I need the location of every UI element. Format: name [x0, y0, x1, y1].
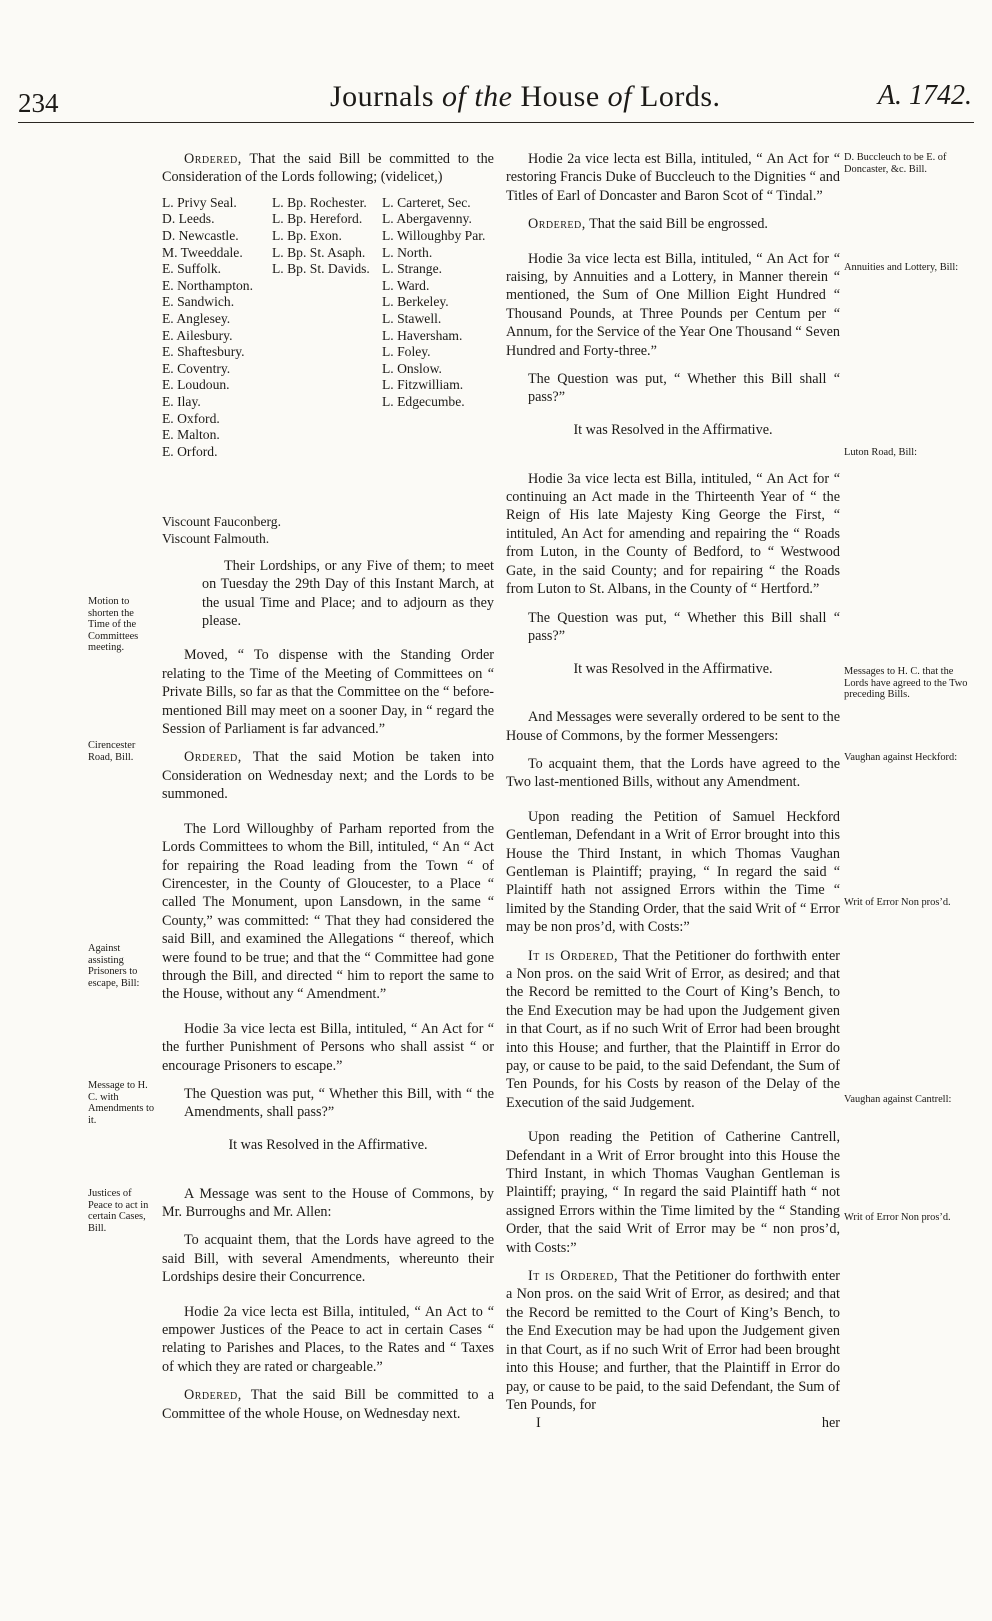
- lord-name: L. Fitzwilliam.: [382, 377, 464, 393]
- margin-note-annuities: Annuities and Lottery, Bill:: [844, 262, 959, 273]
- ordered-text: That the said Bill be engrossed.: [589, 216, 768, 233]
- page-number: 234: [18, 88, 59, 118]
- ordered-word: Ordered,: [528, 216, 586, 233]
- quorum-text: Their Lordships, or any Five of them; to meet on Tuesday the 29th Day of this Instant March, at the usual Time and Place; and to adjourn as they please.: [202, 557, 494, 630]
- lord-name: E. Anglesey.: [162, 310, 231, 326]
- margin-note-motion: Motion to shorten the Time of the Committees meeting.: [88, 596, 139, 654]
- running-title-lords: Lords.: [640, 80, 721, 113]
- lord-name: E. Ilay.: [162, 393, 201, 409]
- lord-name: L. North.: [382, 244, 433, 260]
- prisoners-bill: Hodie 3a vice lecta est Billa, intituled, “ An Act for “ the further Punishment of Persons who shall assist “ or encourage Prisoners to escape.”: [162, 1020, 494, 1074]
- page-footer: [506, 1414, 840, 1432]
- lord-name: L. Carteret, Sec.: [382, 194, 471, 210]
- lord-name: E. Sandwich.: [162, 294, 235, 310]
- margin-note-buccleuch: D. Buccleuch to be E. of Doncaster, &c. Bill.: [844, 152, 947, 175]
- lord-name: D. Leeds.: [162, 211, 215, 227]
- lord-name: E. Coventry.: [162, 360, 231, 376]
- lords-column-temporal: [162, 195, 253, 461]
- running-title: [330, 80, 721, 114]
- lord-name: L. Edgecumbe.: [382, 393, 465, 409]
- heckford-petition: Upon reading the Petition of Samuel Heckford Gentleman, Defendant in a Writ of Error brought into this House the Third Instant, in which Thomas Vaughan Gentleman is Plaintiff; praying, “ In regard the said “ Plaintiff hath not assigned Errors within the Time “ limited by the Standing Order, that the said Writ of “ Error may be non pros’d, with Costs:”: [506, 808, 840, 936]
- resolved-text: It was Resolved in the Affirmative.: [228, 1136, 428, 1153]
- lord-name: L. Haversham.: [382, 327, 463, 343]
- lord-name: E. Shaftesbury.: [162, 344, 245, 360]
- right-column: [506, 150, 840, 1432]
- margin-note-cantrell: Vaughan against Cantrell:: [844, 1094, 952, 1105]
- motion-text: Moved, “ To dispense with the Standing Order relating to the Time of the Meeting of Committees on “ Private Bills, so far as that the Committee on the “ before-mentioned Bill may meet on a sooner Day, in “ regard the Session of Parliament is far advanced.”: [162, 647, 494, 738]
- ordered-word: It is Ordered,: [528, 947, 618, 964]
- resolved-text: It was Resolved in the Affirmative.: [573, 422, 773, 439]
- justices-order: [162, 1386, 494, 1423]
- annuities-question: The Question was put, “ Whether this Bill shall “ pass?”: [528, 371, 840, 406]
- luton-question: The Question was put, “ Whether this Bill shall “ pass?”: [528, 609, 840, 644]
- lord-name: L. Onslow.: [382, 360, 442, 376]
- lord-name: L. Privy Seal.: [162, 194, 237, 210]
- buccleuch-bill: Hodie 2a vice lecta est Billa, intituled, “ An Act for “ restoring Francis Duke of Buccleuch to the Dignities “ and Titles of Earl of Doncaster and Baron Scot of “ Tindal.”: [506, 151, 840, 204]
- justices-bill: Hodie 2a vice lecta est Billa, intituled, “ An Act to “ empower Justices of the Peace to act in certain Cases “ relating to Parishes and Places, to the Rates and “ Taxes of which they are rated or chargeable.”: [162, 1303, 494, 1375]
- margin-note-justices: Justices of Peace to act in certain Cases, Bill.: [88, 1188, 149, 1234]
- lord-name: E. Loudoun.: [162, 377, 230, 393]
- viscounts-list: [162, 513, 281, 547]
- running-title-of-the: of the: [442, 80, 513, 113]
- lord-name: E. Northampton.: [162, 277, 253, 293]
- margin-note-cirencester: Cirencester Road, Bill.: [88, 740, 136, 763]
- messages-acquaint: To acquaint them, that the Lords have agreed to the Two last-mentioned Bills, without any Amendment.: [506, 755, 840, 791]
- lord-name: M. Tweeddale.: [162, 244, 243, 260]
- margin-note-messages: Messages to H. C. that the Lords have agreed to the Two preceding Bills.: [844, 666, 968, 701]
- message-acquaint: To acquaint them, that the Lords have agreed to the said Bill, with several Amendments, whereunto their Lordships desire their Concurrence.: [162, 1232, 494, 1286]
- lords-column-bishops: [272, 195, 370, 278]
- ordered-word: It is Ordered,: [528, 1268, 618, 1285]
- lord-name: L. Strange.: [382, 261, 443, 277]
- ordered-text: That the Petitioner do forthwith enter a Non pros. on the said Writ of Error, as desired; and that the Record be remitted to the Court of King’s Bench, to the End Execution may be had upon the Judgement given in that Court, as if no such Writ of Error had been brought into this House; and further, that the Plaintiff in Error do pay, or cause to be paid, to the said Defendant, the Sum of Ten Pounds, for: [506, 1268, 840, 1413]
- running-title-of: of: [607, 80, 632, 113]
- lord-name: L. Willoughby Par.: [382, 228, 486, 243]
- lord-name: E. Malton.: [162, 427, 220, 443]
- bishop-name: L. Bp. Hereford.: [272, 211, 363, 227]
- lords-list: [162, 195, 494, 557]
- ordered-word: Ordered,: [184, 151, 242, 167]
- ordered-text: That the Petitioner do forthwith enter a Non pros. on the said Writ of Error, as desired; and that the Record be remitted to the Court of King’s Bench, to the End Execution may be had upon the Judgement given in that Court, as if no such Writ of Error had been brought into this House; and further, that the Plaintiff in Error do pay, or cause to be paid, to the said Defendant, the Sum of Ten Pounds, for his Costs by reason of the Delay of the Execution of the said Judgement.: [506, 947, 840, 1111]
- margin-note-message: Message to H. C. with Amendments to it.: [88, 1080, 155, 1126]
- lord-name: L. Berkeley.: [382, 294, 449, 310]
- lord-name: D. Newcastle.: [162, 228, 239, 243]
- annuities-bill: Hodie 3a vice lecta est Billa, intituled, “ An Act for “ raising, by Annuities and a Lottery, in Manner therein “ mentioned, the Sum of One Million Eight Hundred “ Thousand Pounds, at Three Pounds per Centum per “ Annum, for the Service of the Year One Thousand “ Seven Hundred and Forty-three.”: [506, 250, 840, 359]
- lord-name: L. Ward.: [382, 277, 430, 293]
- resolved-text: It was Resolved in the Affirmative.: [573, 660, 773, 677]
- bishop-name: L. Bp. Exon.: [272, 228, 342, 243]
- bishop-name: L. Bp. Rochester.: [272, 194, 367, 210]
- lord-name: E. Orford.: [162, 443, 218, 459]
- bishop-name: L. Bp. St. Asaph.: [272, 244, 366, 260]
- cirencester-report: The Lord Willoughby of Parham reported from the Lords Committees to whom the Bill, intituled, “ An “ Act for repairing the Road leading from the Town “ of Cirencester, in the County of Gloucester, to a Place “ called The Monument, upon Lansdown, in the same “ County,” was committed: “ That they had considered the said Bill, and examined the Allegations “ thereof, which were found to be true; and that the “ Committee had gone through the Bill, and directed “ him to report the same to the House, without any “ Amendment.”: [162, 820, 494, 1003]
- ordered-text: That the said Bill be committed to a Committee of the whole House, on Wednesday next.: [162, 1387, 495, 1422]
- running-title-journals: Journals: [330, 80, 434, 113]
- bishop-name: L. Bp. St. Davids.: [272, 261, 370, 277]
- lord-name: E. Suffolk.: [162, 261, 222, 277]
- message-text: A Message was sent to the House of Commons, by Mr. Burroughs and Mr. Allen:: [162, 1185, 494, 1220]
- ordered-text: That the said Motion be taken into Consideration on Wednesday next; and the Lords to be summoned.: [162, 749, 494, 803]
- prisoners-question: The Question was put, “ Whether this Bill, with “ the Amendments, shall pass?”: [184, 1085, 494, 1121]
- viscount-name: Viscount Fauconberg.: [162, 513, 281, 529]
- running-title-house: House: [520, 80, 600, 113]
- motion-order: [162, 748, 494, 803]
- ordered-word: Ordered,: [184, 749, 242, 766]
- lord-name: L. Stawell.: [382, 310, 442, 326]
- left-column: [162, 150, 494, 1423]
- catchword: her: [821, 1415, 840, 1432]
- margin-note-writ-1: Writ of Error Non pros’d.: [844, 897, 951, 908]
- margin-note-prisoners: Against assisting Prisoners to escape, Bill:: [88, 943, 140, 989]
- margin-note-writ-2: Writ of Error Non pros’d.: [844, 1212, 951, 1223]
- buccleuch-order: [506, 215, 840, 233]
- year-heading: A. 1742.: [877, 80, 972, 111]
- header-rule: [18, 122, 974, 123]
- luton-bill: Hodie 3a vice lecta est Billa, intituled, “ An Act for “ continuing an Act made in the Thirteenth Year of “ the Reign of His late Majesty King George the First, “ intituled, An Act for amending and repairing the “ Roads from Luton, in the County of Bedford, to “ Westwood Gate, in the said County; and for repairing “ the Roads from Luton to St. Albans, in the County of “ Hertford.”: [506, 470, 840, 598]
- lords-column-barons: [382, 195, 485, 411]
- margin-note-heckford: Vaughan against Heckford:: [844, 752, 958, 763]
- lord-name: E. Oxford.: [162, 410, 220, 426]
- cantrell-order: [506, 1267, 840, 1414]
- lord-name: E. Ailesbury.: [162, 327, 233, 343]
- signature-mark: I: [536, 1415, 541, 1432]
- lord-name: L. Abergavenny.: [382, 211, 472, 227]
- ordered-word: Ordered,: [184, 1387, 242, 1404]
- messages-ordered: And Messages were severally ordered to be sent to the House of Commons, by the former Messengers:: [506, 709, 840, 744]
- heckford-order: [506, 947, 840, 1113]
- viscount-name: Viscount Falmouth.: [162, 530, 270, 546]
- cantrell-petition: Upon reading the Petition of Catherine Cantrell, Defendant in a Writ of Error brought into this House the Third Instant, in which Thomas Vaughan Gentleman is Plaintiff; praying, “ In regard the said Plaintiff hath “ not assigned Errors within the Time limited by the “ Standing Order, that the said Writ of Error may be “ non pros’d, with Costs:”: [506, 1129, 840, 1256]
- margin-note-luton: Luton Road, Bill:: [844, 447, 918, 458]
- ordered-text: That the said Bill be committed to the Consideration of the Lords following; (videlicet,): [162, 151, 494, 186]
- committee-order: [162, 150, 494, 187]
- lord-name: L. Foley.: [382, 344, 431, 360]
